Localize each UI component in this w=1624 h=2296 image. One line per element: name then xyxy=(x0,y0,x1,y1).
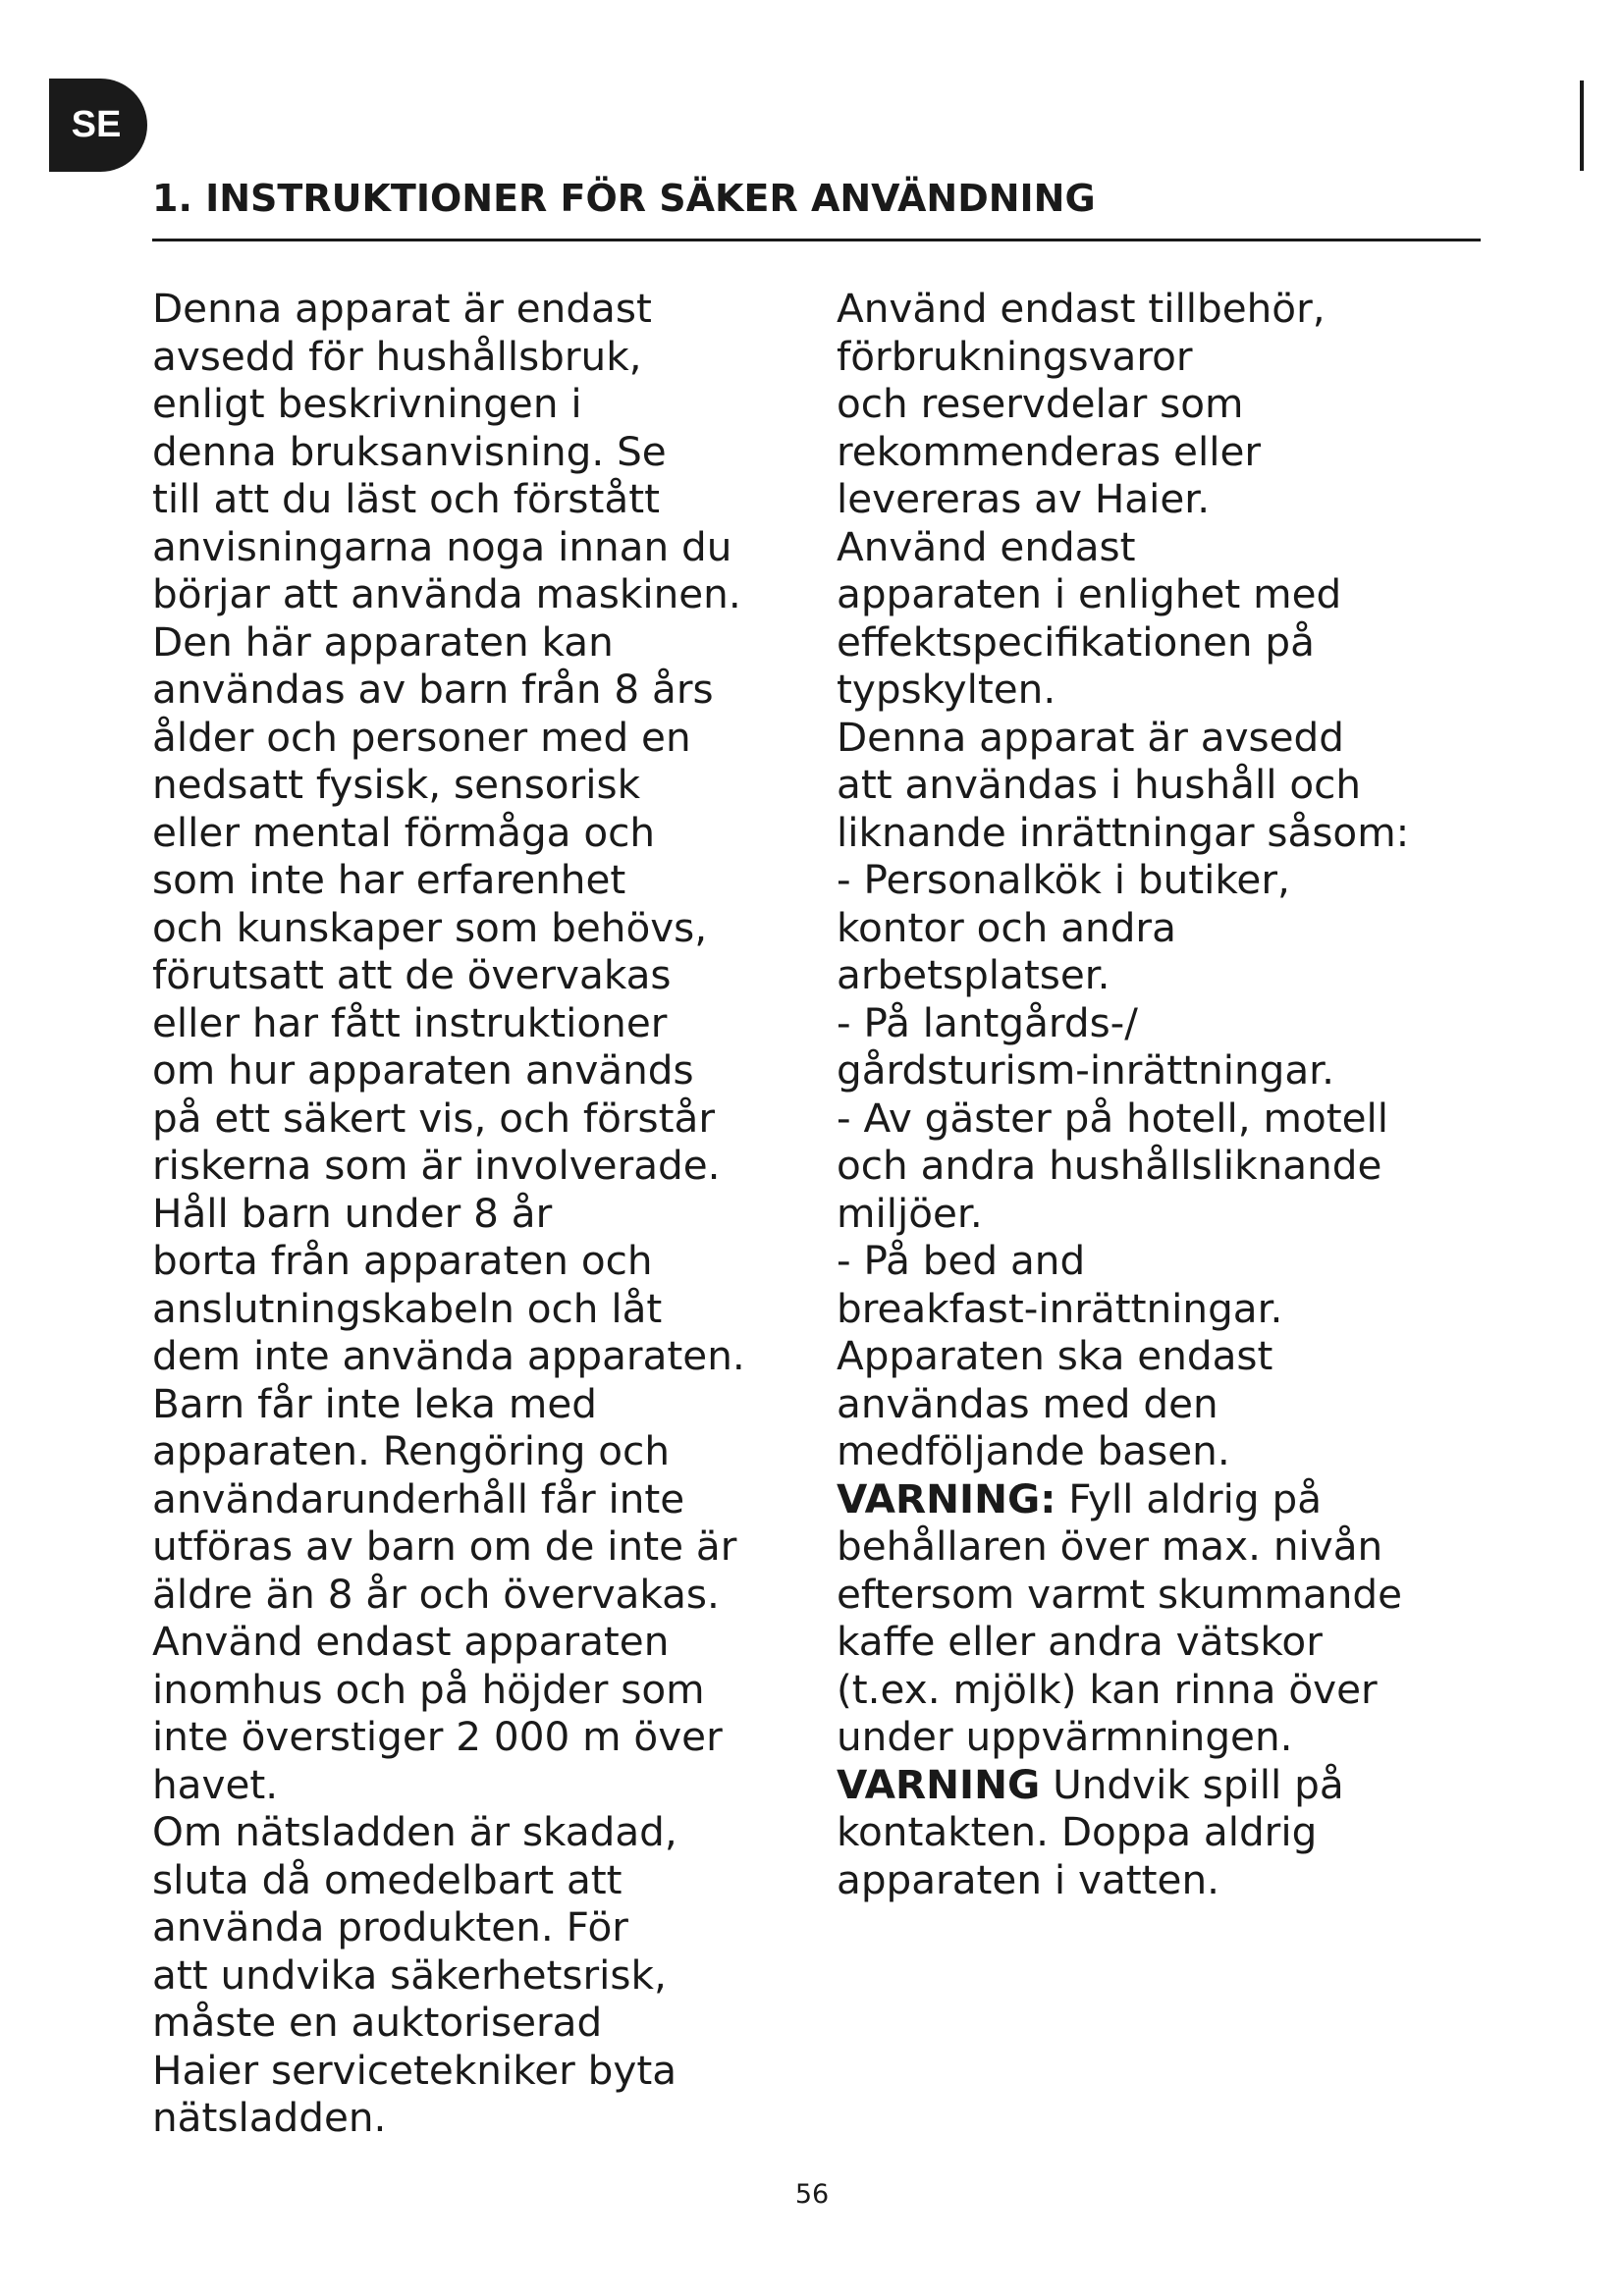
text-line: att användas i hushåll och xyxy=(837,761,1362,808)
text-line: på ett säkert vis, och förstår xyxy=(152,1094,715,1142)
language-tab: SE xyxy=(49,79,147,172)
text-line: nedsatt fysisk, sensorisk xyxy=(152,761,641,808)
text-line: borta från apparaten och xyxy=(152,1237,653,1284)
text-line: och reservdelar som xyxy=(837,380,1244,427)
text-line: förbrukningsvaror xyxy=(837,332,1193,380)
text-line: breakfast-inrättningar. xyxy=(837,1284,1283,1332)
text-line: Använd endast xyxy=(837,522,1136,570)
text-line: (t.ex. mjölk) kan rinna över xyxy=(837,1665,1378,1713)
text-line: - På bed and xyxy=(837,1237,1086,1284)
text-line: sluta då omedelbart att xyxy=(152,1855,623,1903)
text-line: avsedd för hushållsbruk, xyxy=(152,332,642,380)
text-line: Om nätsladden är skadad, xyxy=(152,1808,677,1855)
text-line: apparaten i enlighet med xyxy=(837,570,1342,617)
text-line: - På lantgårds-/ xyxy=(837,998,1138,1046)
text-line: typskylten. xyxy=(837,666,1056,713)
text-line: Använd endast tillbehör, xyxy=(837,285,1326,332)
right-column xyxy=(837,285,1524,1903)
text-line: anslutningskabeln och låt xyxy=(152,1284,663,1332)
text-line: behållaren över max. nivån xyxy=(837,1522,1383,1570)
text-line: gårdsturism-inrättningar. xyxy=(837,1046,1334,1094)
text-line: effektspecifikationen på xyxy=(837,617,1315,666)
text-line: levereras av Haier. xyxy=(837,475,1211,522)
text-line: börjar att använda maskinen. xyxy=(152,570,741,617)
text-line: till att du läst och förstått xyxy=(152,475,660,522)
text-line: kontor och andra xyxy=(837,903,1176,951)
text-line: Barn får inte leka med xyxy=(152,1379,597,1427)
text-line: inomhus och på höjder som xyxy=(152,1665,705,1713)
text-line: - Av gäster på hotell, motell xyxy=(837,1094,1389,1142)
page-number: 56 xyxy=(794,2179,830,2210)
text-line: havet. xyxy=(152,1760,279,1808)
text-line: att undvika säkerhetsrisk, xyxy=(152,1950,667,1999)
text-line: Håll barn under 8 år xyxy=(152,1189,553,1237)
text-line: ålder och personer med en xyxy=(152,713,691,761)
text-line: inte överstiger 2 000 m över xyxy=(152,1713,723,1760)
text-line: anvisningarna noga innan du xyxy=(152,522,732,570)
text-line: apparaten i vatten. xyxy=(837,1855,1219,1903)
text-line: Haier servicetekniker byta xyxy=(152,2046,677,2094)
text-line: under uppvärmningen. xyxy=(837,1713,1293,1760)
text-line: om hur apparaten används xyxy=(152,1046,694,1094)
section-title: 1. INSTRUKTIONER FÖR SÄKER ANVÄNDNING xyxy=(152,177,1096,220)
title-divider xyxy=(152,239,1481,241)
text-line: och kunskaper som behövs, xyxy=(152,903,708,951)
text-line: användarunderhåll får inte xyxy=(152,1474,685,1522)
text-line: Den här apparaten kan xyxy=(152,617,614,666)
text-line: riskerna som är involverade. xyxy=(152,1142,721,1189)
text-line: apparaten. Rengöring och xyxy=(152,1427,670,1474)
text-line: använda produkten. För xyxy=(152,1903,628,1950)
warning-line xyxy=(837,1761,1524,1809)
text-line: denna bruksanvisning. Se xyxy=(152,427,667,475)
text-line: kontakten. Doppa aldrig xyxy=(837,1808,1318,1855)
text-line: enligt beskrivningen i xyxy=(152,380,582,427)
text-line: Använd endast apparaten xyxy=(152,1618,670,1665)
text-line: liknande inrättningar såsom: xyxy=(837,808,1410,856)
text-line: användas med den xyxy=(837,1379,1218,1427)
warning-label: VARNING xyxy=(837,1760,1041,1808)
edge-marker xyxy=(1580,80,1584,171)
warning-line xyxy=(837,1475,1524,1523)
warning-text: Undvik spill på xyxy=(1040,1760,1344,1808)
warning-label: VARNING: xyxy=(837,1474,1056,1522)
text-line: - Personalkök i butiker, xyxy=(837,856,1290,903)
text-line: miljöer. xyxy=(837,1189,983,1237)
text-line: eftersom varmt skummande xyxy=(837,1570,1403,1618)
text-line: arbetsplatser. xyxy=(837,951,1110,998)
text-line: medföljande basen. xyxy=(837,1427,1230,1474)
warning-text: Fyll aldrig på xyxy=(1056,1474,1323,1522)
text-line: förutsatt att de övervakas xyxy=(152,951,672,998)
text-line: kaffe eller andra vätskor xyxy=(837,1618,1323,1665)
text-line: utföras av barn om de inte är xyxy=(152,1522,737,1570)
text-line: eller har fått instruktioner xyxy=(152,998,668,1046)
text-line: rekommenderas eller xyxy=(837,427,1262,475)
text-line: eller mental förmåga och xyxy=(152,808,656,856)
text-line: måste en auktoriserad xyxy=(152,1999,603,2046)
text-line: Denna apparat är endast xyxy=(152,285,652,332)
text-line: äldre än 8 år och övervakas. xyxy=(152,1570,720,1618)
text-line: och andra hushållsliknande xyxy=(837,1142,1382,1189)
text-line: nätsladden. xyxy=(152,2094,387,2141)
text-line: Apparaten ska endast xyxy=(837,1332,1273,1379)
text-line: som inte har erfarenhet xyxy=(152,856,626,903)
text-line: Denna apparat är avsedd xyxy=(837,713,1344,761)
left-column xyxy=(152,285,820,2142)
text-line: användas av barn från 8 års xyxy=(152,666,714,713)
text-line: dem inte använda apparaten. xyxy=(152,1332,745,1379)
